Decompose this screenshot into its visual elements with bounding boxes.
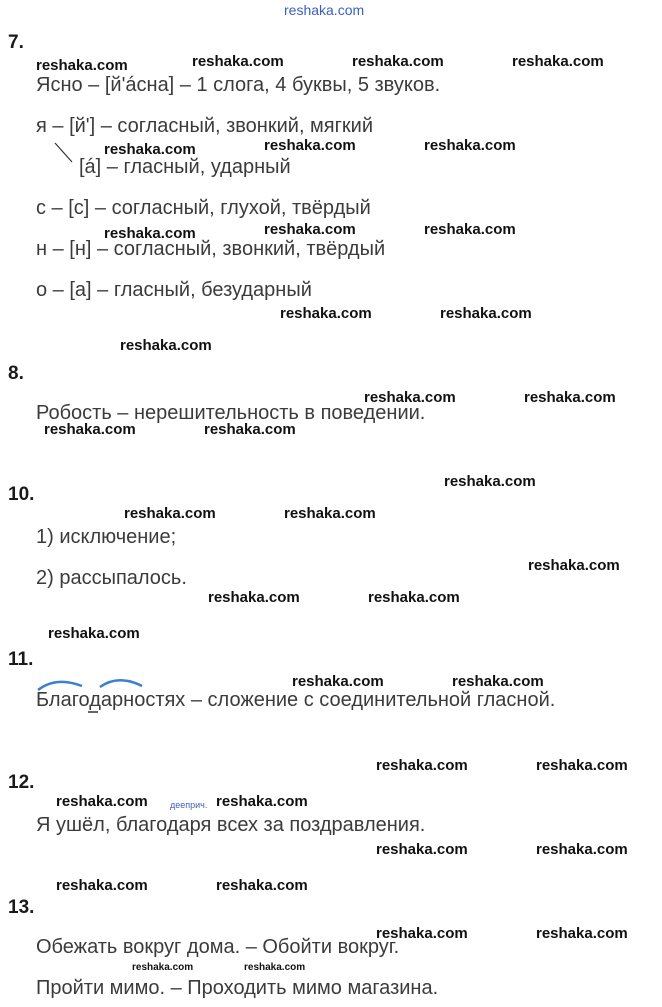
task-line: Робость – нерешительность в поведении. [36,402,426,424]
watermark: reshaka.com [264,137,356,154]
watermark: reshaka.com [376,925,468,942]
task-line: 2) рассыпалось. [36,567,187,589]
watermark: reshaka.com [444,473,536,490]
watermark: reshaka.com [36,57,128,74]
task-number: 11. [8,649,34,670]
grammar-note: дееприч. [170,800,208,810]
watermark: reshaka.com [124,505,216,522]
watermark: reshaka.com [364,389,456,406]
watermark: reshaka.com [452,673,544,690]
watermark: reshaka.com [536,925,628,942]
watermark: reshaka.com [208,589,300,606]
watermark: reshaka.com [132,962,194,973]
task-line: о – [а] – гласный, безударный [36,279,312,301]
task-line: Обежать вокруг дома. – Обойти вокруг. [36,936,400,958]
watermark: reshaka.com [524,389,616,406]
watermark: reshaka.com [216,793,308,810]
task-line: Благодарностях – сложение с соединительной гласной. [36,689,556,711]
watermark: reshaka.com [440,305,532,322]
watermark: reshaka.com [104,141,196,158]
watermark: reshaka.com [44,421,136,438]
watermark: reshaka.com [216,877,308,894]
watermark: reshaka.com [376,757,468,774]
watermark: reshaka.com [352,53,444,70]
task-number: 12. [8,772,35,793]
watermark: reshaka.com [536,757,628,774]
watermark: reshaka.com [528,557,620,574]
task-line: Ясно – [й'áсна] – 1 слога, 4 буквы, 5 звуков. [36,74,441,96]
watermark: reshaka.com [264,221,356,238]
task-number: 8. [8,363,24,384]
watermark: reshaka.com [48,625,140,642]
watermark: reshaka.com [104,225,196,242]
watermark: reshaka.com [56,793,148,810]
watermark: reshaka.com [536,841,628,858]
task-line: н – [н] – согласный, звонкий, твёрдый [36,238,386,260]
task-line: Я ушёл, благодаря всех за поздравления. [36,814,426,836]
task-line: 1) исключение; [36,526,177,548]
site-header[interactable]: reshaka.com [284,2,365,18]
watermark: reshaka.com [204,421,296,438]
watermark: reshaka.com [56,877,148,894]
watermark: reshaka.com [292,673,384,690]
watermark: reshaka.com [192,53,284,70]
watermark: reshaka.com [244,962,306,973]
root-arc-2 [100,680,142,687]
watermark: reshaka.com [284,505,376,522]
watermark: reshaka.com [424,221,516,238]
connector-line [55,143,72,162]
watermark: reshaka.com [424,137,516,154]
task-number: 10. [8,484,35,505]
watermark: reshaka.com [280,305,372,322]
watermark: reshaka.com [376,841,468,858]
watermark: reshaka.com [120,337,212,354]
task-line: Пройти мимо. – Проходить мимо магазина. [36,977,439,999]
watermark: reshaka.com [512,53,604,70]
task-line: [á] – гласный, ударный [79,156,291,178]
watermark: reshaka.com [368,589,460,606]
task-line: я – [й'] – согласный, звонкий, мягкий [36,115,374,137]
task-line: с – [с] – согласный, глухой, твёрдый [36,197,371,219]
task-number: 13. [8,897,35,918]
task-number: 7. [8,32,24,53]
